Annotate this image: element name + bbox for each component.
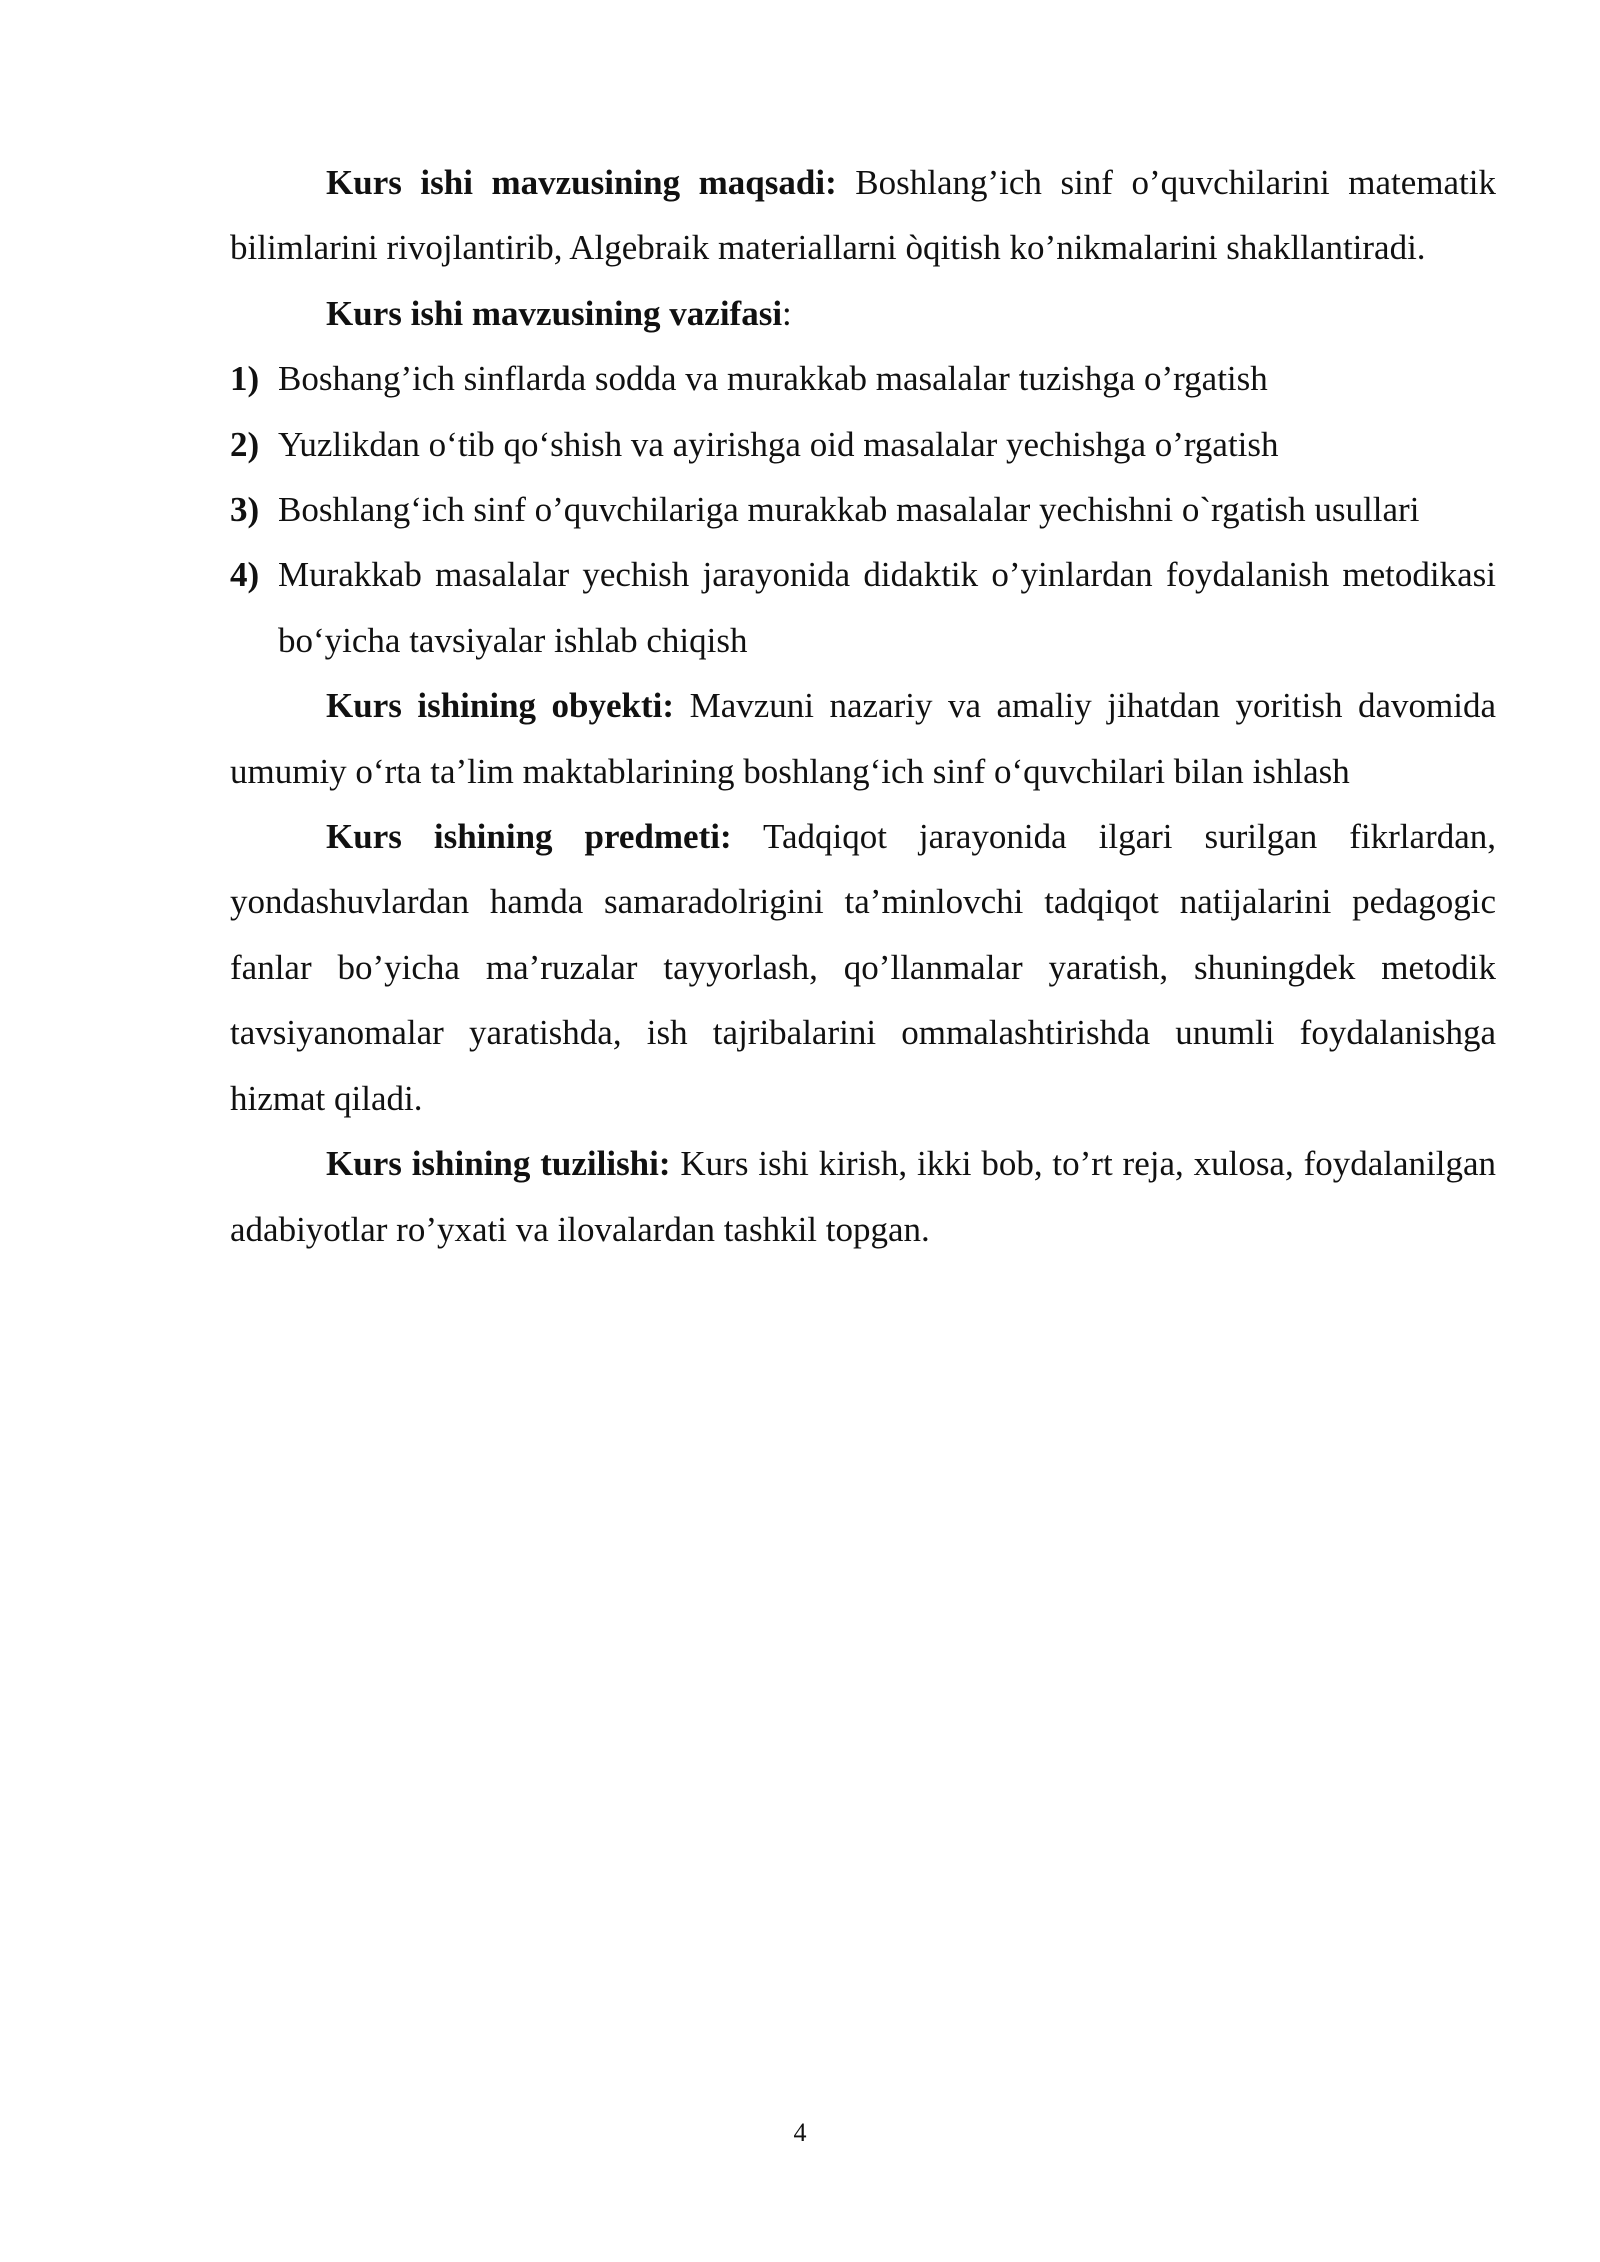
paragraph-vazifa-heading xyxy=(230,281,1496,346)
list-item-number: 2) xyxy=(230,424,260,464)
list-item-number: 4) xyxy=(230,555,260,595)
list-item-number: 3) xyxy=(230,490,260,530)
paragraph-maqsad xyxy=(230,150,1496,281)
tuzilish-text: Kurs ishi kirish, ikki bob, to’rt reja, xulosa, foydalanilgan adabiyotlar ro’yxati va ilovalardan tashkil topgan. xyxy=(230,1144,1497,1249)
list-item xyxy=(230,412,1496,477)
vazifa-suffix: : xyxy=(782,293,792,333)
obyekt-text: Mavzuni nazariy va amaliy jihatdan yoritish davomida umumiy o‘rta ta’lim maktablarining boshlang‘ich sinf o‘quvchilari bilan ishlash xyxy=(230,686,1496,791)
predmet-label: Kurs ishining predmeti: xyxy=(326,817,732,857)
page-number: 4 xyxy=(793,2118,807,2147)
list-item xyxy=(230,542,1496,673)
obyekt-label: Kurs ishining obyekti: xyxy=(326,686,675,726)
paragraph-obyekt xyxy=(230,673,1496,804)
list-item-text: Boshlang‘ich sinf o’quvchilariga murakkab masalalar yechishni o`rgatish usullari xyxy=(278,490,1420,530)
list-item xyxy=(230,477,1496,542)
list-item xyxy=(230,346,1496,411)
paragraph-tuzilish xyxy=(230,1131,1496,1262)
predmet-text: Tadqiqot jarayonida ilgari surilgan fikrlardan, yondashuvlardan hamda samaradolrigini ta’minlovchi tadqiqot natijalarini pedagogic fanlar bo’yicha ma’ruzalar tayyorlash, qo’llanmalar yaratish, shuningdek metodik tavsiyanomalar yaratishda, ish tajribalarini ommalashtirishda unumli foydalanishga hizmat qiladi. xyxy=(230,817,1496,1118)
list-item-text: Boshang’ich sinflarda sodda va murakkab masalalar tuzishga o’rgatish xyxy=(278,359,1268,399)
document-page xyxy=(230,150,1496,1262)
list-item-text: Yuzlikdan o‘tib qo‘shish va ayirishga oid masalalar yechishga o’rgatish xyxy=(278,424,1279,464)
vazifa-list xyxy=(230,346,1496,673)
maqsad-label: Kurs ishi mavzusining maqsadi: xyxy=(326,163,837,202)
maqsad-text: Boshlang’ich sinf o’quvchilarini matematik bilimlarini rivojlantirib, Algebraik materiallarni òqitish ko’nikmalarini shakllantiradi. xyxy=(230,163,1497,268)
list-item-text: Murakkab masalalar yechish jarayonida didaktik o’yinlardan foydalanish metodikasi bo‘yicha tavsiyalar ishlab chiqish xyxy=(278,555,1496,660)
tuzilish-label: Kurs ishining tuzilishi: xyxy=(326,1144,671,1184)
vazifa-label: Kurs ishi mavzusining vazifasi xyxy=(326,293,783,333)
list-item-number: 1) xyxy=(230,359,260,399)
paragraph-predmet xyxy=(230,804,1496,1131)
